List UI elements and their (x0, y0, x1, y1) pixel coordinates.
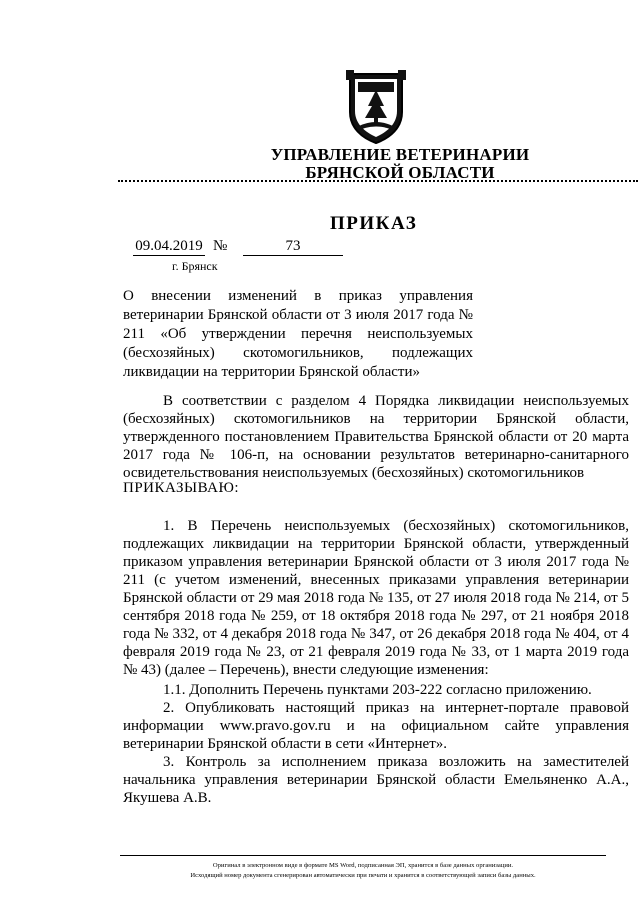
document-date: 09.04.2019 (133, 238, 205, 256)
footer-note-line1: Оригинал в электронном виде в формате MS Word, подписанная ЭП, хранится в базе данных организации. (212, 862, 514, 869)
item-3-paragraph: 3. Контроль за исполнением приказа возложить на заместителей начальника управления ветеринарии Брянской области Емельяненко А.А., Якушева А.В. (123, 754, 629, 806)
document-subject: О внесении изменений в приказ управления ветеринарии Брянской области от 3 июля 2017 года № 211 «Об утверждении перечня неиспользуемых (бесхозяйных) скотомогильников, подлежащих ликвидации на территории Брянской области» (123, 288, 473, 380)
item-1-1-paragraph: 1.1. Дополнить Перечень пунктами 203-222 согласно приложению. (163, 682, 592, 698)
order-word: ПРИКАЗЫВАЮ: (123, 480, 240, 496)
header-divider (118, 180, 638, 182)
footer-note-line2: Исходящий номер документа сгенерирован автоматически при печати и хранится в соответствующей записи базы данных. (190, 872, 536, 879)
document-number: 73 (243, 238, 343, 256)
preamble-paragraph: В соответствии с разделом 4 Порядка ликвидации неиспользуемых (бесхозяйных) скотомогильников на территории Брянской области, утвержденного постановлением Правительства Брянской области от 20 марта 2017 года № 106-п, на основании результатов ветеринарно-санитарного освидетельствования неиспользуемых (бесхозяйных) скотомогильников (123, 393, 629, 481)
bryansk-coat-of-arms-icon (346, 68, 406, 144)
org-name-line1: УПРАВЛЕНИЕ ВЕТЕРИНАРИИ (270, 145, 530, 164)
item-2-paragraph: 2. Опубликовать настоящий приказ на интернет-портале правовой информации www.pravo.gov.ru и на официальном сайте управления ветеринарии Брянской области в сети «Интернет». (123, 700, 629, 752)
item-1-paragraph: 1. В Перечень неиспользуемых (бесхозяйных) скотомогильников, подлежащих ликвидации на территории Брянской области, утвержденный приказом управления ветеринарии Брянской области от 3 июля 2017 года № 211 (с учетом изменений, внесенных приказами управления ветеринарии Брянской области от 29 мая 2018 года № 135, от 27 июля 2018 года № 214, от 5 сентября 2018 года № 259, от 18 октября 2018 года № 297, от 21 ноября 2018 года № 332, от 4 декабря 2018 года № 347, от 26 декабря 2018 года № 404, от 4 февраля 2019 года № 23, от 21 февраля 2019 года № 33, от 1 марта 2019 года № 43) (далее – Перечень), внести следующие изменения: (123, 518, 629, 678)
footer-divider (120, 855, 606, 856)
number-label: № (213, 238, 228, 254)
document-city: г. Брянск (172, 259, 218, 273)
document-type: ПРИКАЗ (330, 213, 418, 234)
org-name-line2: БРЯНСКОЙ ОБЛАСТИ (305, 163, 495, 182)
